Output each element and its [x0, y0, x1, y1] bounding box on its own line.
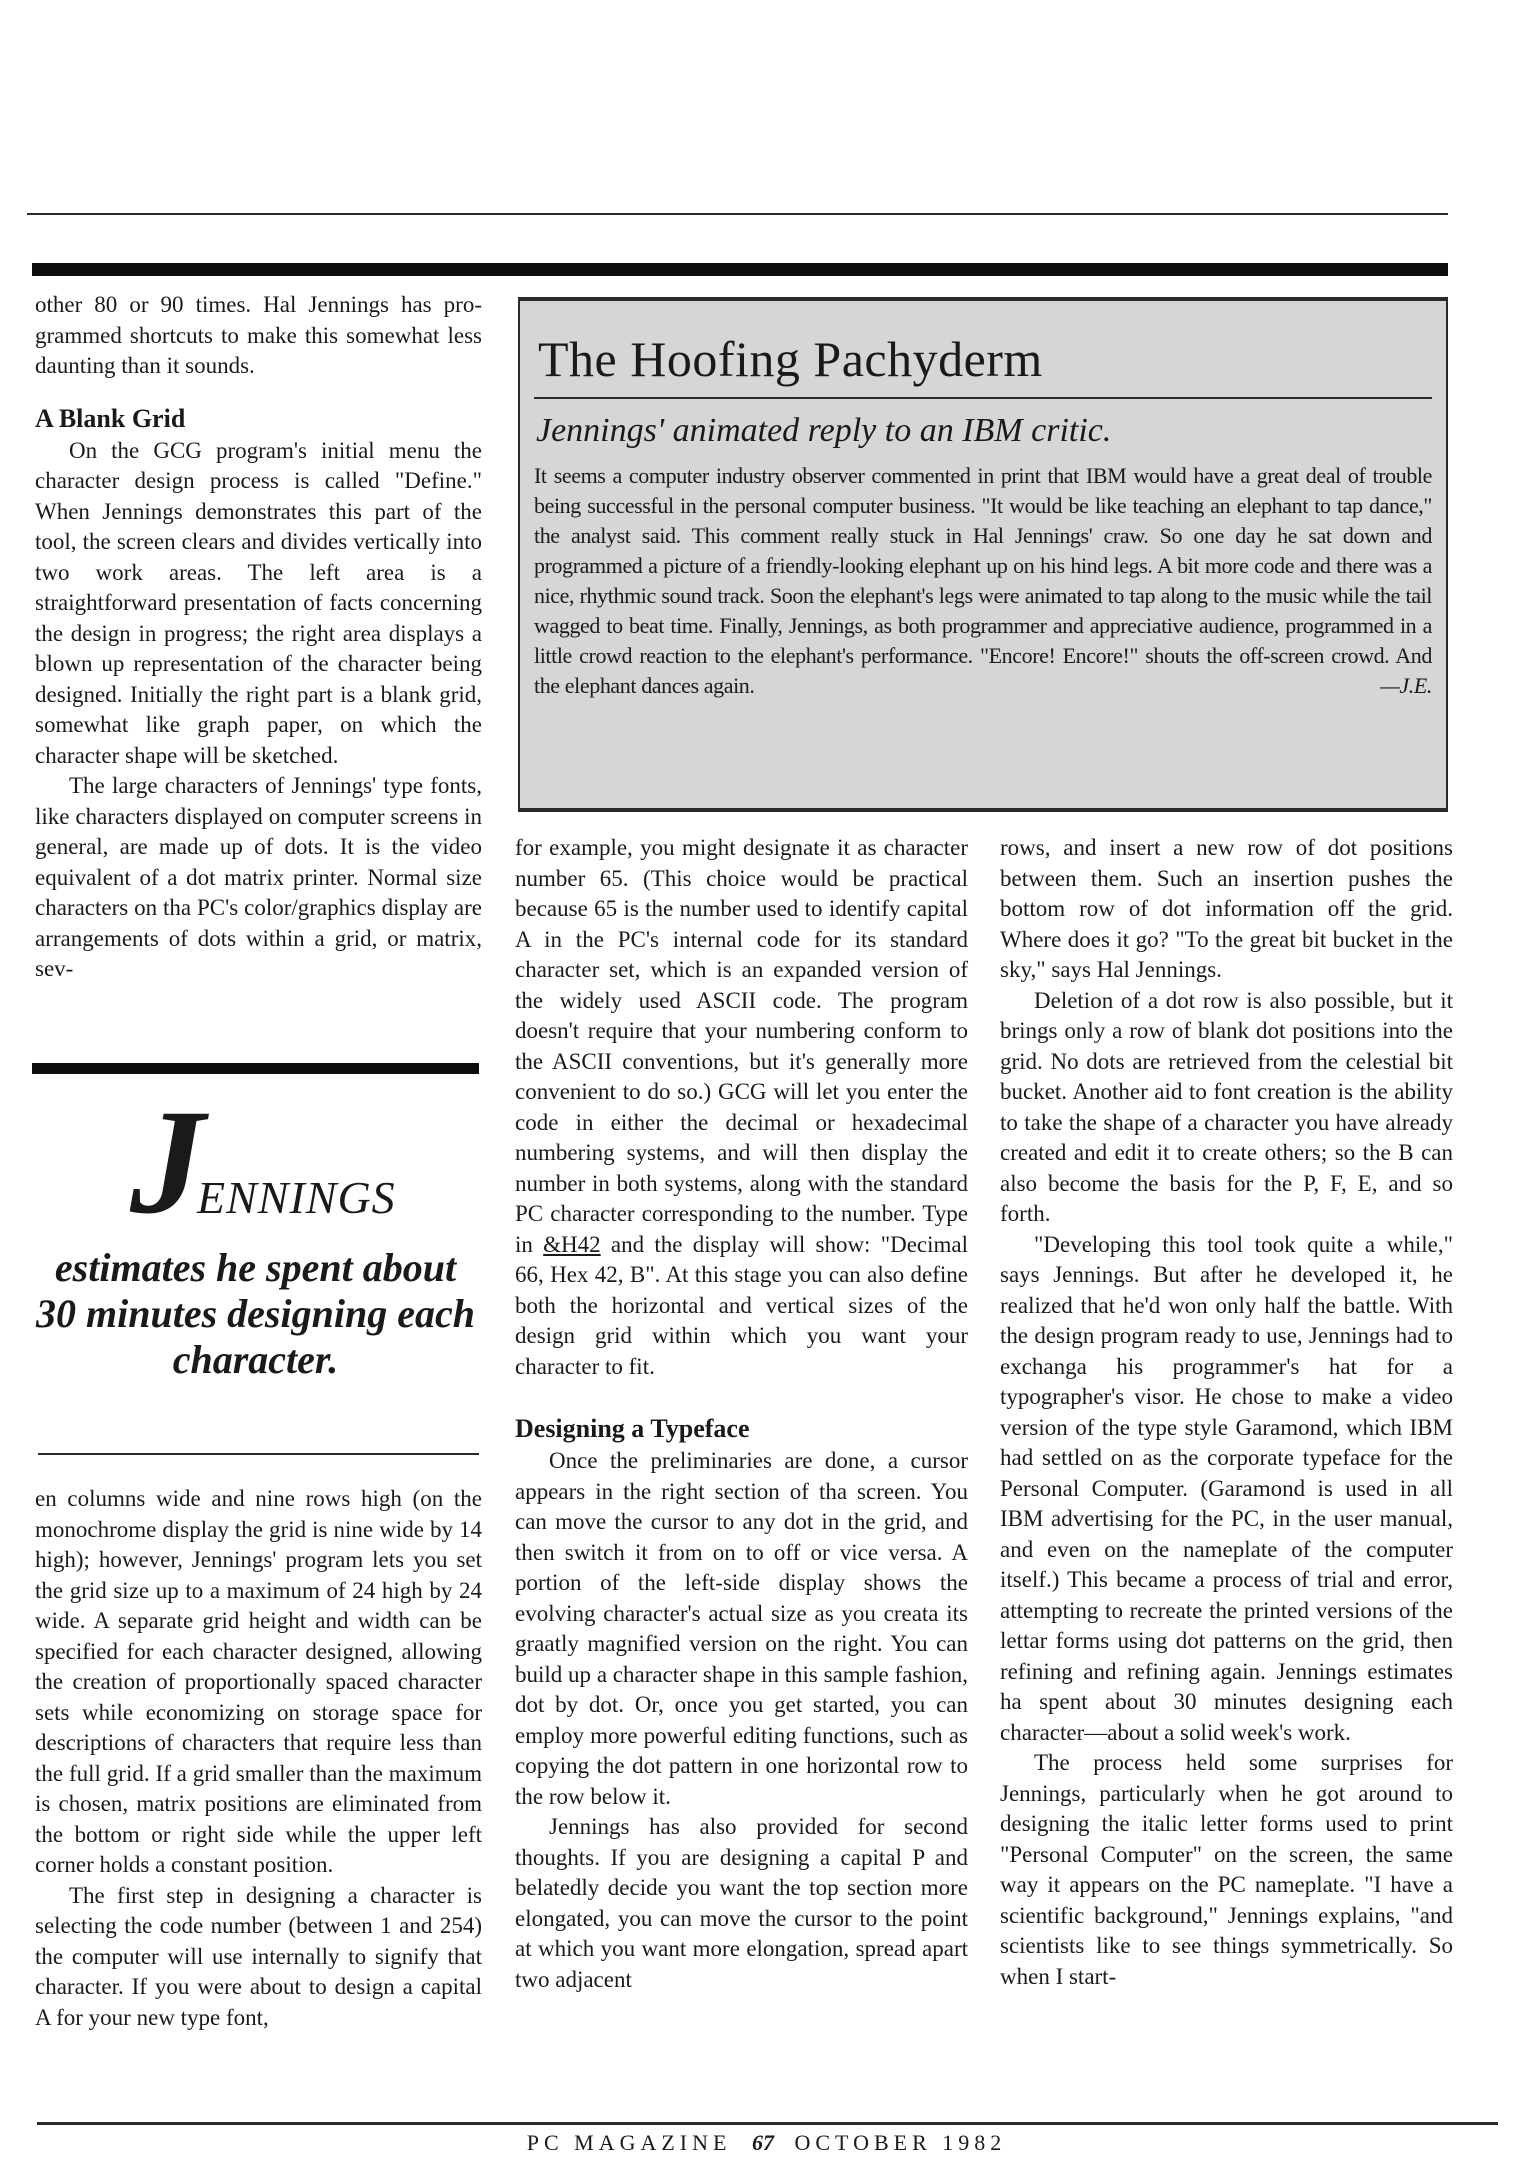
- paragraph: rows, and insert a new row of dot positions between them. Such an insertion pushes the bottom row of dot information off the grid. Where does it go? "To the great bit bucket in the sky," says Hal Jennings.: [1000, 835, 1453, 982]
- sidebar-body: It seems a computer industry observer commented in print that IBM would have a great deal of trouble being successful in the personal computer business. "It would be like teaching an elephant to tap dance," the analyst said. This comment really stuck in Hal Jennings' craw. So one day he sat down and programmed a picture of a friendly-looking elephant up on his hind legs. A bit more code and there was a nice, rhythmic sound track. Soon the elephant's legs were animated to tap along to the music while the tail wagged to beat time. Finally, Jennings, as both programmer and appreciative audience, programmed in a little crowd reaction to the elephant's performance. "Encore! Encore!" shouts the off-screen crowd. And the elephant dances again.: [534, 463, 1432, 698]
- paragraph: The large characters of Jennings' type fonts, like characters displayed on computer screens in general, are made up of dots. It is the video equivalent of a dot matrix printer. Normal size characters on tha PC's color/graphics display are arrangements of dots within a grid, or matrix, sev-: [35, 773, 482, 981]
- sidebar-subtitle: Jennings' animated reply to an IBM critic.: [536, 412, 1112, 449]
- pullquote-bottom-rule: [38, 1453, 479, 1455]
- column-2: [515, 833, 968, 1995]
- column-1-lower: [35, 1484, 482, 2033]
- sidebar-signature: —J.E.: [1380, 673, 1432, 698]
- paragraph: en columns wide and nine rows high (on the monochrome display the grid is nine wide by 14 high); however, Jennings' program lets you set the grid size up to a maximum of 24 high by 24 wide. A separate grid height and width can be specified for each character designed, allowing the creation of proportionally spaced character sets while economizing on storage space for descriptions of characters that require less than the full grid. If a grid smaller than the maximum is chosen, matrix positions are eliminated from the bottom or right side while the upper left corner holds a constant position.: [35, 1486, 482, 1877]
- pullquote-top-rule: [32, 1063, 479, 1074]
- hex-code-example: &H42: [543, 1231, 601, 1257]
- paragraph: "Developing this tool took quite a while," says Jennings. But after he developed it, he realized that he'd won only half the battle. With the design program ready to use, Jennings had to exchanga his programmer's hat for a typographer's visor. He chose to make a video version of the type style Garamond, which IBM had settled on as the corporate typeface for the Personal Computer. (Garamond is used in all IBM advertising for the PC, in the user manual, and even on the nameplate of the computer itself.) This became a process of trial and error, attempting to recreate the printed versions of the lettar forms using dot patterns on the grid, then refining and refining again. Jennings estimates ha spent about 30 minutes designing each character—about a solid week's work.: [1000, 1231, 1453, 1745]
- paragraph-text: for example, you might designate it as character number 65. (This choice would be practical because 65 is the number used to identify capital A in the PC's internal code for its standard character set, which is an expanded version of the widely used ASCII code. The program doesn't require that your numbering conform to the ASCII conventions, but it's generally more convenient to do so.) GCG will let you enter the code in either the decimal or hexadecimal numbering systems, and will then display the number in both systems, along with the standard PC character corresponding to the number. Type in: [515, 835, 968, 1257]
- top-thick-rule: [32, 263, 1448, 276]
- paragraph: other 80 or 90 times. Hal Jennings has programmed shortcuts to make this somewhat less daunting than it sounds.: [35, 292, 482, 378]
- top-thin-rule: [27, 213, 1448, 215]
- page-footer: [0, 2130, 1533, 2156]
- sidebar-title-rule: [534, 397, 1432, 399]
- pullquote-head: [32, 1079, 479, 1245]
- paragraph-text: and the display will show: "Decimal 66, Hex 42, B". At this stage you can also define both the horizontal and vertical sizes of the design grid within which you want your character to fit.: [515, 1231, 968, 1379]
- paragraph: The process held some surprises for Jennings, particularly when he got around to designing the italic letter forms used to print "Personal Computer" on the screen, the same way it appears on the PC nameplate. "I have a scientific background," Jennings explains, "and scientists like to see things symmetrically. So when I start-: [1000, 1750, 1453, 1989]
- sidebar-title: The Hoofing Pachyderm: [538, 331, 1043, 387]
- sidebar-box: [518, 297, 1448, 812]
- paragraph: On the GCG program's initial menu the character design process is called "Define." When Jennings demonstrates this part of the tool, the screen clears and divides vertically into two work areas. The left area is a straightforward presentation of facts concerning the design in progress; the right area displays a blown up representation of the character being designed. Initially the right part is a blank grid, somewhat like graph paper, on which the character shape will be sketched.: [35, 437, 482, 768]
- pullquote-text: estimates he spent about 30 minutes designing each character.: [36, 1245, 475, 1382]
- issue-date: OCTOBER 1982: [794, 2130, 1007, 2155]
- paragraph: Once the preliminaries are done, a cursor appears in the right section of tha screen. You can move the cursor to any dot in the grid, and then switch it from on to off or vice versa. A portion of the left-side display shows the evolving character's actual size as you creata its graatly magnified version on the right. You can build up a character shape in this sample fashion, dot by dot. Or, once you get started, you can employ more powerful editing functions, such as copying the dot pattern in one horizontal row to the row below it.: [515, 1448, 968, 1809]
- column-3: [1000, 833, 1453, 1992]
- pullquote-name: ENNINGS: [197, 1172, 396, 1223]
- pullquote-drop-initial: J: [130, 1079, 205, 1245]
- pullquote: [32, 1079, 479, 1383]
- column-1-upper: [35, 290, 482, 985]
- magazine-name: PC MAGAZINE: [526, 2130, 732, 2155]
- paragraph: Deletion of a dot row is also possible, but it brings only a row of blank dot positions into the grid. No dots are retrieved from the celestial bit bucket. Another aid to font creation is the ability to take the shape of a character you have already created and edit it to create others; so the B can also become the basis for the P, F, E, and so forth.: [1000, 987, 1453, 1226]
- page-number: 67: [751, 2130, 774, 2155]
- paragraph: The first step in designing a character is selecting the code number (between 1 and 254) the computer will use internally to signify that character. If you were about to design a capital A for your new type font,: [35, 1882, 482, 2030]
- footer-rule: [37, 2122, 1498, 2125]
- paragraph: Jennings has also provided for second thoughts. If you are designing a capital P and belatedly decide you want the top section more elongated, you can move the cursor to the point at which you want more elongation, spread apart two adjacent: [515, 1814, 968, 1992]
- paragraph: [515, 833, 968, 1382]
- section-heading-designing-typeface: Designing a Typeface: [515, 1414, 750, 1443]
- section-heading-blank-grid: A Blank Grid: [35, 403, 186, 433]
